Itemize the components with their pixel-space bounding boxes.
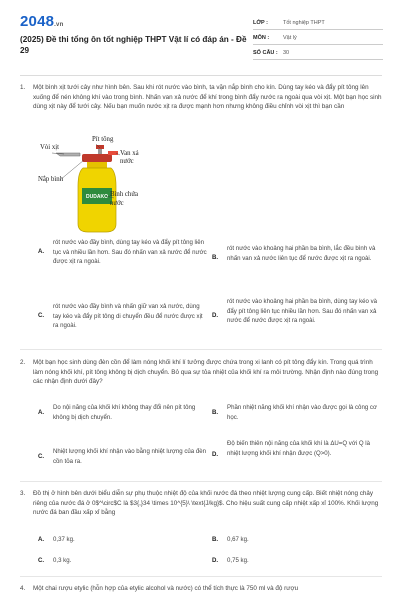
logo-suffix: .vn [54, 22, 64, 28]
option-text: 0,75 kg. [227, 557, 249, 564]
question-3 [20, 489, 382, 518]
option-text: rót nước vào đầy bình, dùng tay kéo và đẩy pít tông liên tục và nhiều lần hơn. Sau đó nhấn van xả nước để nước được xịt ra ngoài. [53, 239, 207, 265]
option-letter: B. [212, 536, 219, 543]
option-b[interactable] [212, 535, 382, 545]
site-logo[interactable] [20, 13, 63, 30]
option-text: rót nước vào khoảng hai phần ba bình, lắc đều bình và nhấn van xả nước liên tục để nước được xịt ra ngoài. [227, 245, 376, 262]
question-divider [20, 481, 382, 482]
meta-value[interactable]: Tốt nghiệp THPT [283, 19, 325, 26]
question-1 [20, 83, 382, 112]
option-a[interactable] [38, 535, 208, 545]
question-divider [20, 349, 382, 350]
option-letter: A. [38, 536, 45, 543]
option-c[interactable] [38, 302, 208, 331]
option-letter: A. [38, 409, 45, 416]
meta-key: SỐ CÂU : [253, 49, 278, 56]
question-text: Một chai rượu etylic (hỗn hợp của etylic alcohol và nước) có thể tích thực là 750 ml và độ rượu [33, 585, 299, 592]
bottle-brand-text: DUDAKO [86, 194, 108, 200]
option-letter: A. [38, 248, 45, 255]
option-letter: B. [212, 409, 219, 416]
meta-key: MÔN : [253, 34, 270, 41]
logo-text: 2048 [20, 13, 55, 30]
option-text: Do nội năng của khối khí không thay đổi nên pít tông không bị dịch chuyển. [53, 404, 196, 421]
option-a[interactable] [38, 403, 208, 422]
question-text: Một bình xịt tưới cây như hình bên. Sau khi rót nước vào bình, ta vặn nắp bình cho kín. Dùng tay kéo và đẩy pít tông lên xuống để nén không khí vào trong bình. Nhấn van xả nước để khí trong bình đẩy nước ra ngoài qua vòi xịt. Một bạn học sinh dùng xịt này để tưới cây. Nếu bạn muốn nước xịt ra được mạnh hơn nhưng không điều chỉnh vòi xịt thì bạn cần [33, 84, 382, 110]
meta-key: LỚP : [253, 19, 268, 26]
option-letter: D. [212, 312, 219, 319]
option-letter: C. [38, 557, 45, 564]
question-divider [20, 576, 382, 577]
option-c[interactable] [38, 447, 208, 466]
option-text: 0,3 kg. [53, 557, 72, 564]
question-number: 2. [20, 359, 26, 366]
header-divider [20, 75, 382, 76]
question-text: Một bạn học sinh dùng đèn cồn để làm nóng khối khí lí tưởng được chứa trong xi lanh có pít tông đẩy kín. Trong quá trình làm nóng khối khí, pít tông không bị dịch chuyển. Bỏ qua sự tỏa nhiệt của khối khí ra môi trường. Nhận định nào đúng trong các nhận định dưới đây? [33, 359, 379, 385]
label-van-xa-nuoc: Van xả nước [120, 150, 139, 165]
option-b[interactable] [212, 244, 382, 263]
option-d[interactable] [212, 439, 382, 458]
option-d[interactable] [212, 556, 382, 566]
option-text: Nhiệt lượng khối khí nhận vào bằng nhiệt lượng của đèn cồn tỏa ra. [53, 448, 207, 465]
option-c[interactable] [38, 556, 208, 566]
meta-value[interactable]: Vật lý [283, 34, 297, 41]
question-4 [20, 584, 382, 600]
option-text: rót nước vào khoảng hai phần ba bình, dùng tay kéo và đẩy pít tông liên tục nhiều lần hơn. Sau đó nhấn van xả nước để nước được xịt ra ngoài. [227, 298, 378, 324]
question-number: 3. [20, 490, 26, 497]
spray-bottle-figure [38, 136, 148, 236]
option-text: Độ biến thiên nội năng của khối khí là ΔU=Q với Q là nhiệt lượng khối khí nhận được (Q>0). [227, 440, 371, 457]
option-letter: D. [212, 451, 219, 458]
question-text: Đồ thị ở hình bên dưới biểu diễn sự phụ thuộc nhiệt độ của khối nước đá theo nhiệt lượng cung cấp. Biết nhiệt nóng chảy riêng của nước đá ở 0$^\circ$C là $3{,}34 \times 10^{5}\ \text{J/kg}$. Cho hiệu suất cung cấp nhiệt xấp xỉ 100%. Khối lượng nước đá ban đầu xấp xỉ bằng [33, 490, 379, 516]
exam-title: (2025) Đề thi tổng ôn tốt nghiệp THPT Vật lí có đáp án - Đề 29 [20, 35, 247, 55]
option-a[interactable] [38, 238, 208, 267]
question-number: 4. [20, 585, 26, 592]
option-letter: B. [212, 254, 219, 261]
meta-value: 30 [283, 49, 290, 56]
label-voi-xit: Vòi xịt [40, 144, 60, 151]
option-letter: C. [38, 453, 45, 460]
option-text: Phần nhiệt năng khối khí nhận vào được gọi là công cơ học. [227, 404, 377, 421]
question-2 [20, 358, 382, 387]
label-binh-chua-nuoc: Bình chứa nước [110, 191, 139, 207]
option-text: 0,37 kg. [53, 536, 75, 543]
meta-row-count [253, 46, 383, 60]
option-letter: D. [212, 557, 219, 564]
option-letter: C. [38, 312, 45, 319]
meta-row-class [253, 16, 383, 30]
label-pit-tong: Pít tông [92, 136, 114, 143]
option-text: rót nước vào đầy bình và nhấn giữ van xả nước, dùng tay kéo và đẩy pít tông di chuyển đều để nước được xịt ra ngoài. [53, 303, 203, 329]
option-text: 0,67 kg. [227, 536, 249, 543]
question-number: 1. [20, 84, 26, 91]
exam-meta [253, 16, 383, 61]
label-nap-binh: Nắp bình [38, 176, 64, 183]
meta-row-subject [253, 31, 383, 45]
option-d[interactable] [212, 297, 382, 326]
option-b[interactable] [212, 403, 382, 422]
